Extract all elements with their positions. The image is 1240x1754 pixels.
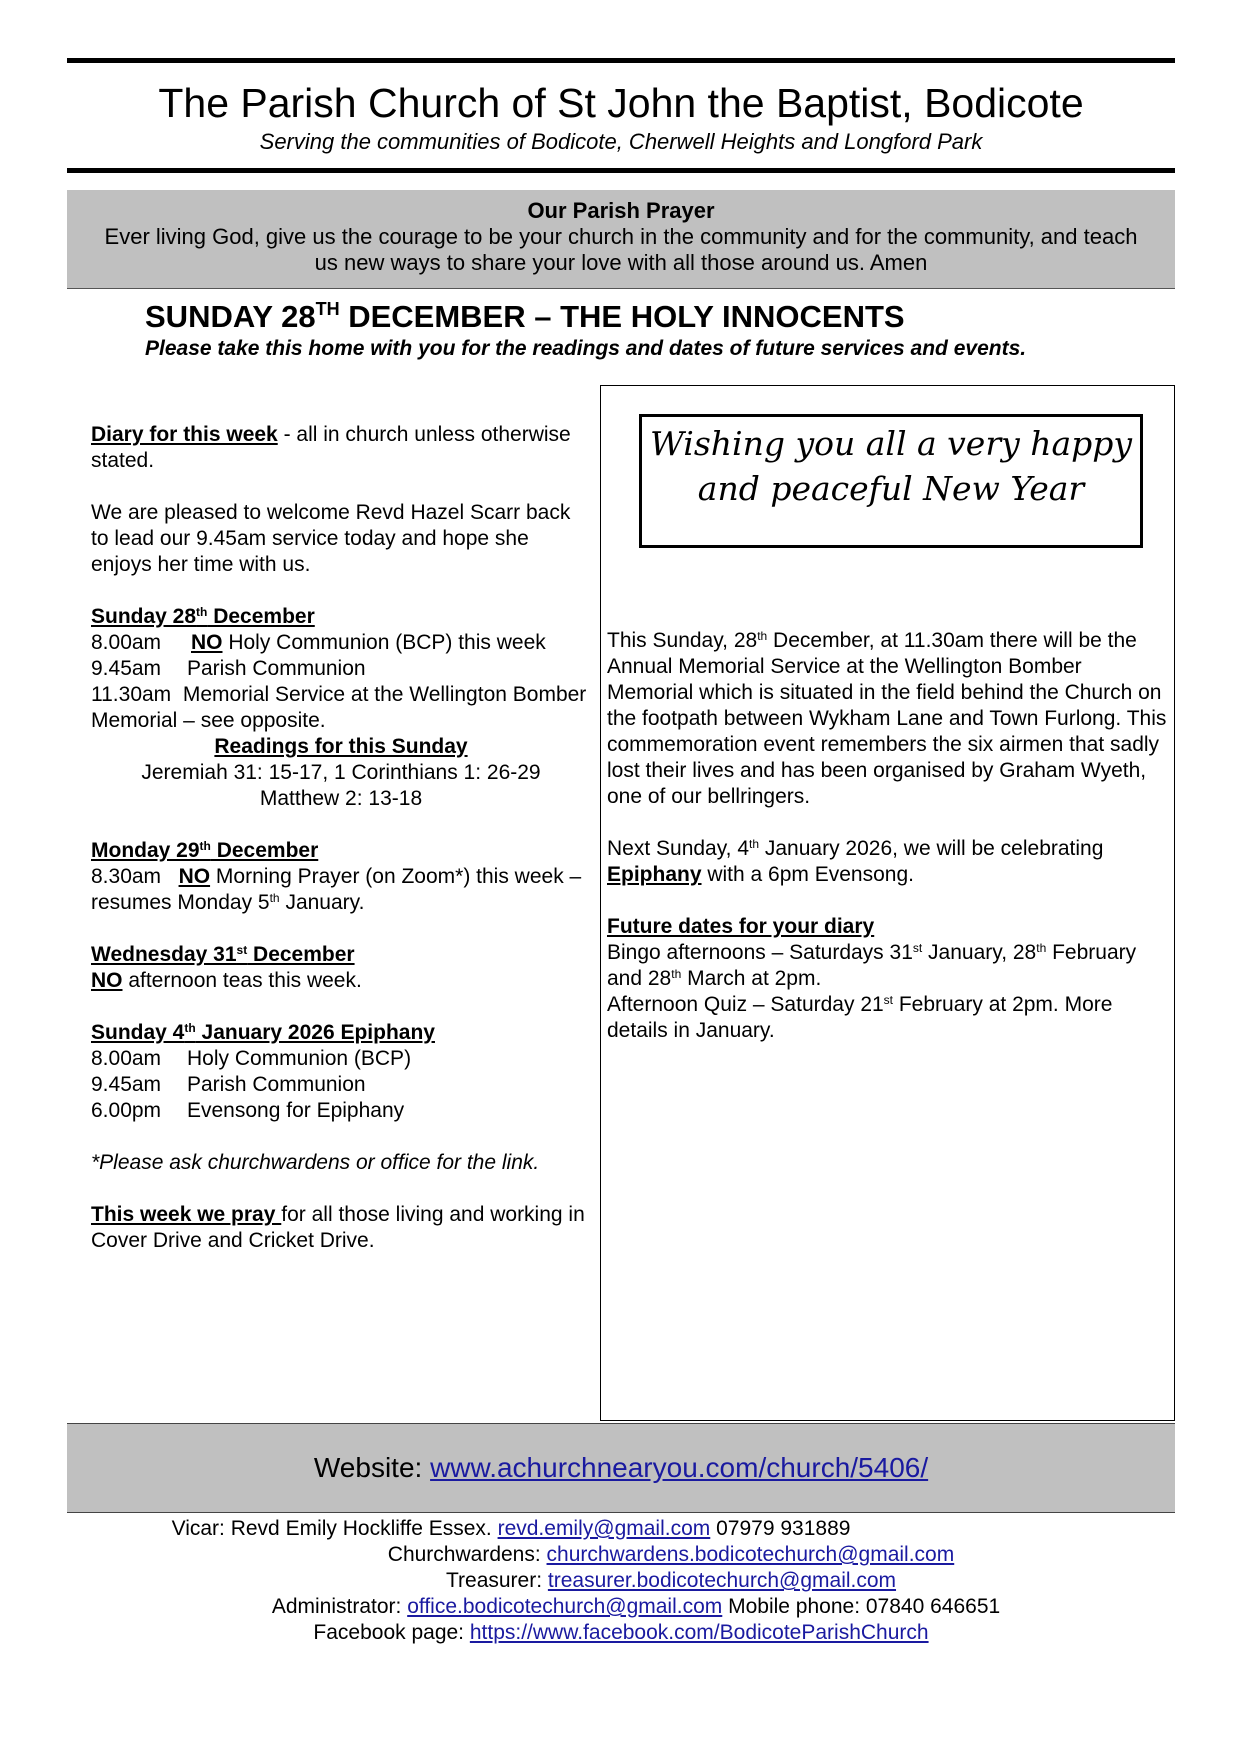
bingo-dates: Bingo afternoons – Saturdays 31st January, 28th February and 28th March at 2pm. bbox=[607, 941, 1137, 990]
epiphany-text: Next Sunday, 4th January 2026, we will be celebrating Epiphany with a 6pm Evensong. bbox=[607, 837, 1104, 886]
take-home-note: Please take this home with you for the readings and dates of future services and events. bbox=[145, 337, 1027, 360]
diary-column bbox=[91, 422, 591, 1254]
prayer-focus: This week we pray for all those living and working in Cover Drive and Cricket Drive. bbox=[91, 1203, 585, 1252]
sunday-heading bbox=[145, 298, 905, 336]
readings-heading: Readings for this Sunday bbox=[214, 735, 468, 758]
top-rule bbox=[67, 58, 1175, 63]
diary-intro-label: Diary for this week bbox=[91, 423, 278, 446]
page-title: The Parish Church of St John the Baptist, Bodicote bbox=[158, 80, 1084, 126]
sun28-row-1: 8.00am NO Holy Communion (BCP) this week bbox=[91, 631, 546, 654]
sun4-row-1: 8.00am Holy Communion (BCP) bbox=[91, 1047, 412, 1070]
treasurer-email-link[interactable]: treasurer.bodicotechurch@gmail.com bbox=[547, 1569, 897, 1592]
parish-prayer-box bbox=[67, 190, 1175, 289]
mon29-row: 8.30am NO Morning Prayer (on Zoom*) this week – resumes Monday 5th January. bbox=[91, 865, 582, 914]
readings-line-1: Jeremiah 31: 15-17, 1 Corinthians 1: 26-29 bbox=[141, 761, 541, 784]
diary-intro-rest: - all in church unless otherwise stated. bbox=[91, 423, 571, 472]
diary-intro bbox=[91, 422, 591, 474]
sunday-heading-text: SUNDAY 28 bbox=[145, 299, 316, 334]
website-link[interactable]: www.achurchnearyou.com/church/5406/ bbox=[430, 1452, 929, 1483]
facebook-link[interactable]: https://www.facebook.com/BodicoteParishChurch bbox=[469, 1621, 929, 1644]
website-label: Website: bbox=[313, 1452, 431, 1483]
wed31-row: NO afternoon teas this week. bbox=[91, 969, 362, 992]
sun28-row-2: 9.45am Parish Communion bbox=[91, 657, 366, 680]
memorial-text: This Sunday, 28th December, at 11.30am there will be the Annual Memorial Service at the Wellington Bomber Memorial which is situated in the field behind the Church on the footpath between Wykham Lane and Town Furlong. This commemoration event remembers the six airmen that sadly lost their lives and has been organised by Graham Wyeth, one of our bellringers. bbox=[607, 629, 1167, 808]
sun28-heading: Sunday 28th December bbox=[91, 605, 315, 628]
future-dates-heading: Future dates for your diary bbox=[607, 915, 875, 938]
prayer-text: Ever living God, give us the courage to be your church in the community and for the community, and teach us new ways to share your love with all those around us. Amen bbox=[104, 224, 1138, 275]
zoom-note: *Please ask churchwardens or office for the link. bbox=[91, 1151, 540, 1174]
administrator-row: Administrator: office.bodicotechurch@gmail.com Mobile phone: 07840 646651 bbox=[271, 1595, 1001, 1618]
prayer-heading: Our Parish Prayer bbox=[527, 198, 715, 223]
sun4-row-3: 6.00pm Evensong for Epiphany bbox=[91, 1099, 405, 1122]
vicar-row: Vicar: Revd Emily Hockliffe Essex. revd.emily@gmail.com 07979 931889 bbox=[171, 1517, 851, 1540]
treasurer-row: Treasurer: treasurer.bodicotechurch@gmail.com bbox=[445, 1569, 897, 1592]
welcome-text: We are pleased to welcome Revd Hazel Scarr back to lead our 9.45am service today and hope she enjoys her time with us. bbox=[91, 501, 571, 576]
contact-footer bbox=[67, 1516, 1175, 1646]
readings-line-2: Matthew 2: 13-18 bbox=[259, 787, 423, 810]
wed31-heading: Wednesday 31st December bbox=[91, 943, 355, 966]
new-year-greeting: Wishing you all a very happy and peaceful New Year bbox=[639, 414, 1143, 548]
vicar-email-link[interactable]: revd.emily@gmail.com bbox=[497, 1517, 711, 1540]
sun4-row-2: 9.45am Parish Communion bbox=[91, 1073, 366, 1096]
page-subtitle: Serving the communities of Bodicote, Cherwell Heights and Longford Park bbox=[259, 129, 983, 154]
sunday-heading-rest: DECEMBER – THE HOLY INNOCENTS bbox=[339, 299, 905, 334]
news-box bbox=[600, 385, 1175, 1421]
website-box bbox=[67, 1423, 1175, 1513]
sunday-heading-sup: TH bbox=[315, 299, 340, 319]
quiz-date: Afternoon Quiz – Saturday 21st February at 2pm. More details in January. bbox=[607, 993, 1113, 1042]
churchwardens-row: Churchwardens: churchwardens.bodicotechurch@gmail.com bbox=[387, 1543, 955, 1566]
administrator-email-link[interactable]: office.bodicotechurch@gmail.com bbox=[407, 1595, 723, 1618]
mon29-heading: Monday 29th December bbox=[91, 839, 319, 862]
news-column bbox=[607, 628, 1167, 1044]
sun4-heading: Sunday 4th January 2026 Epiphany bbox=[91, 1021, 435, 1044]
header-rule bbox=[67, 168, 1175, 173]
facebook-row: Facebook page: https://www.facebook.com/BodicoteParishChurch bbox=[313, 1621, 929, 1644]
churchwardens-email-link[interactable]: churchwardens.bodicotechurch@gmail.com bbox=[546, 1543, 955, 1566]
sun28-row-3: 11.30am Memorial Service at the Wellington Bomber Memorial – see opposite. bbox=[91, 683, 587, 732]
